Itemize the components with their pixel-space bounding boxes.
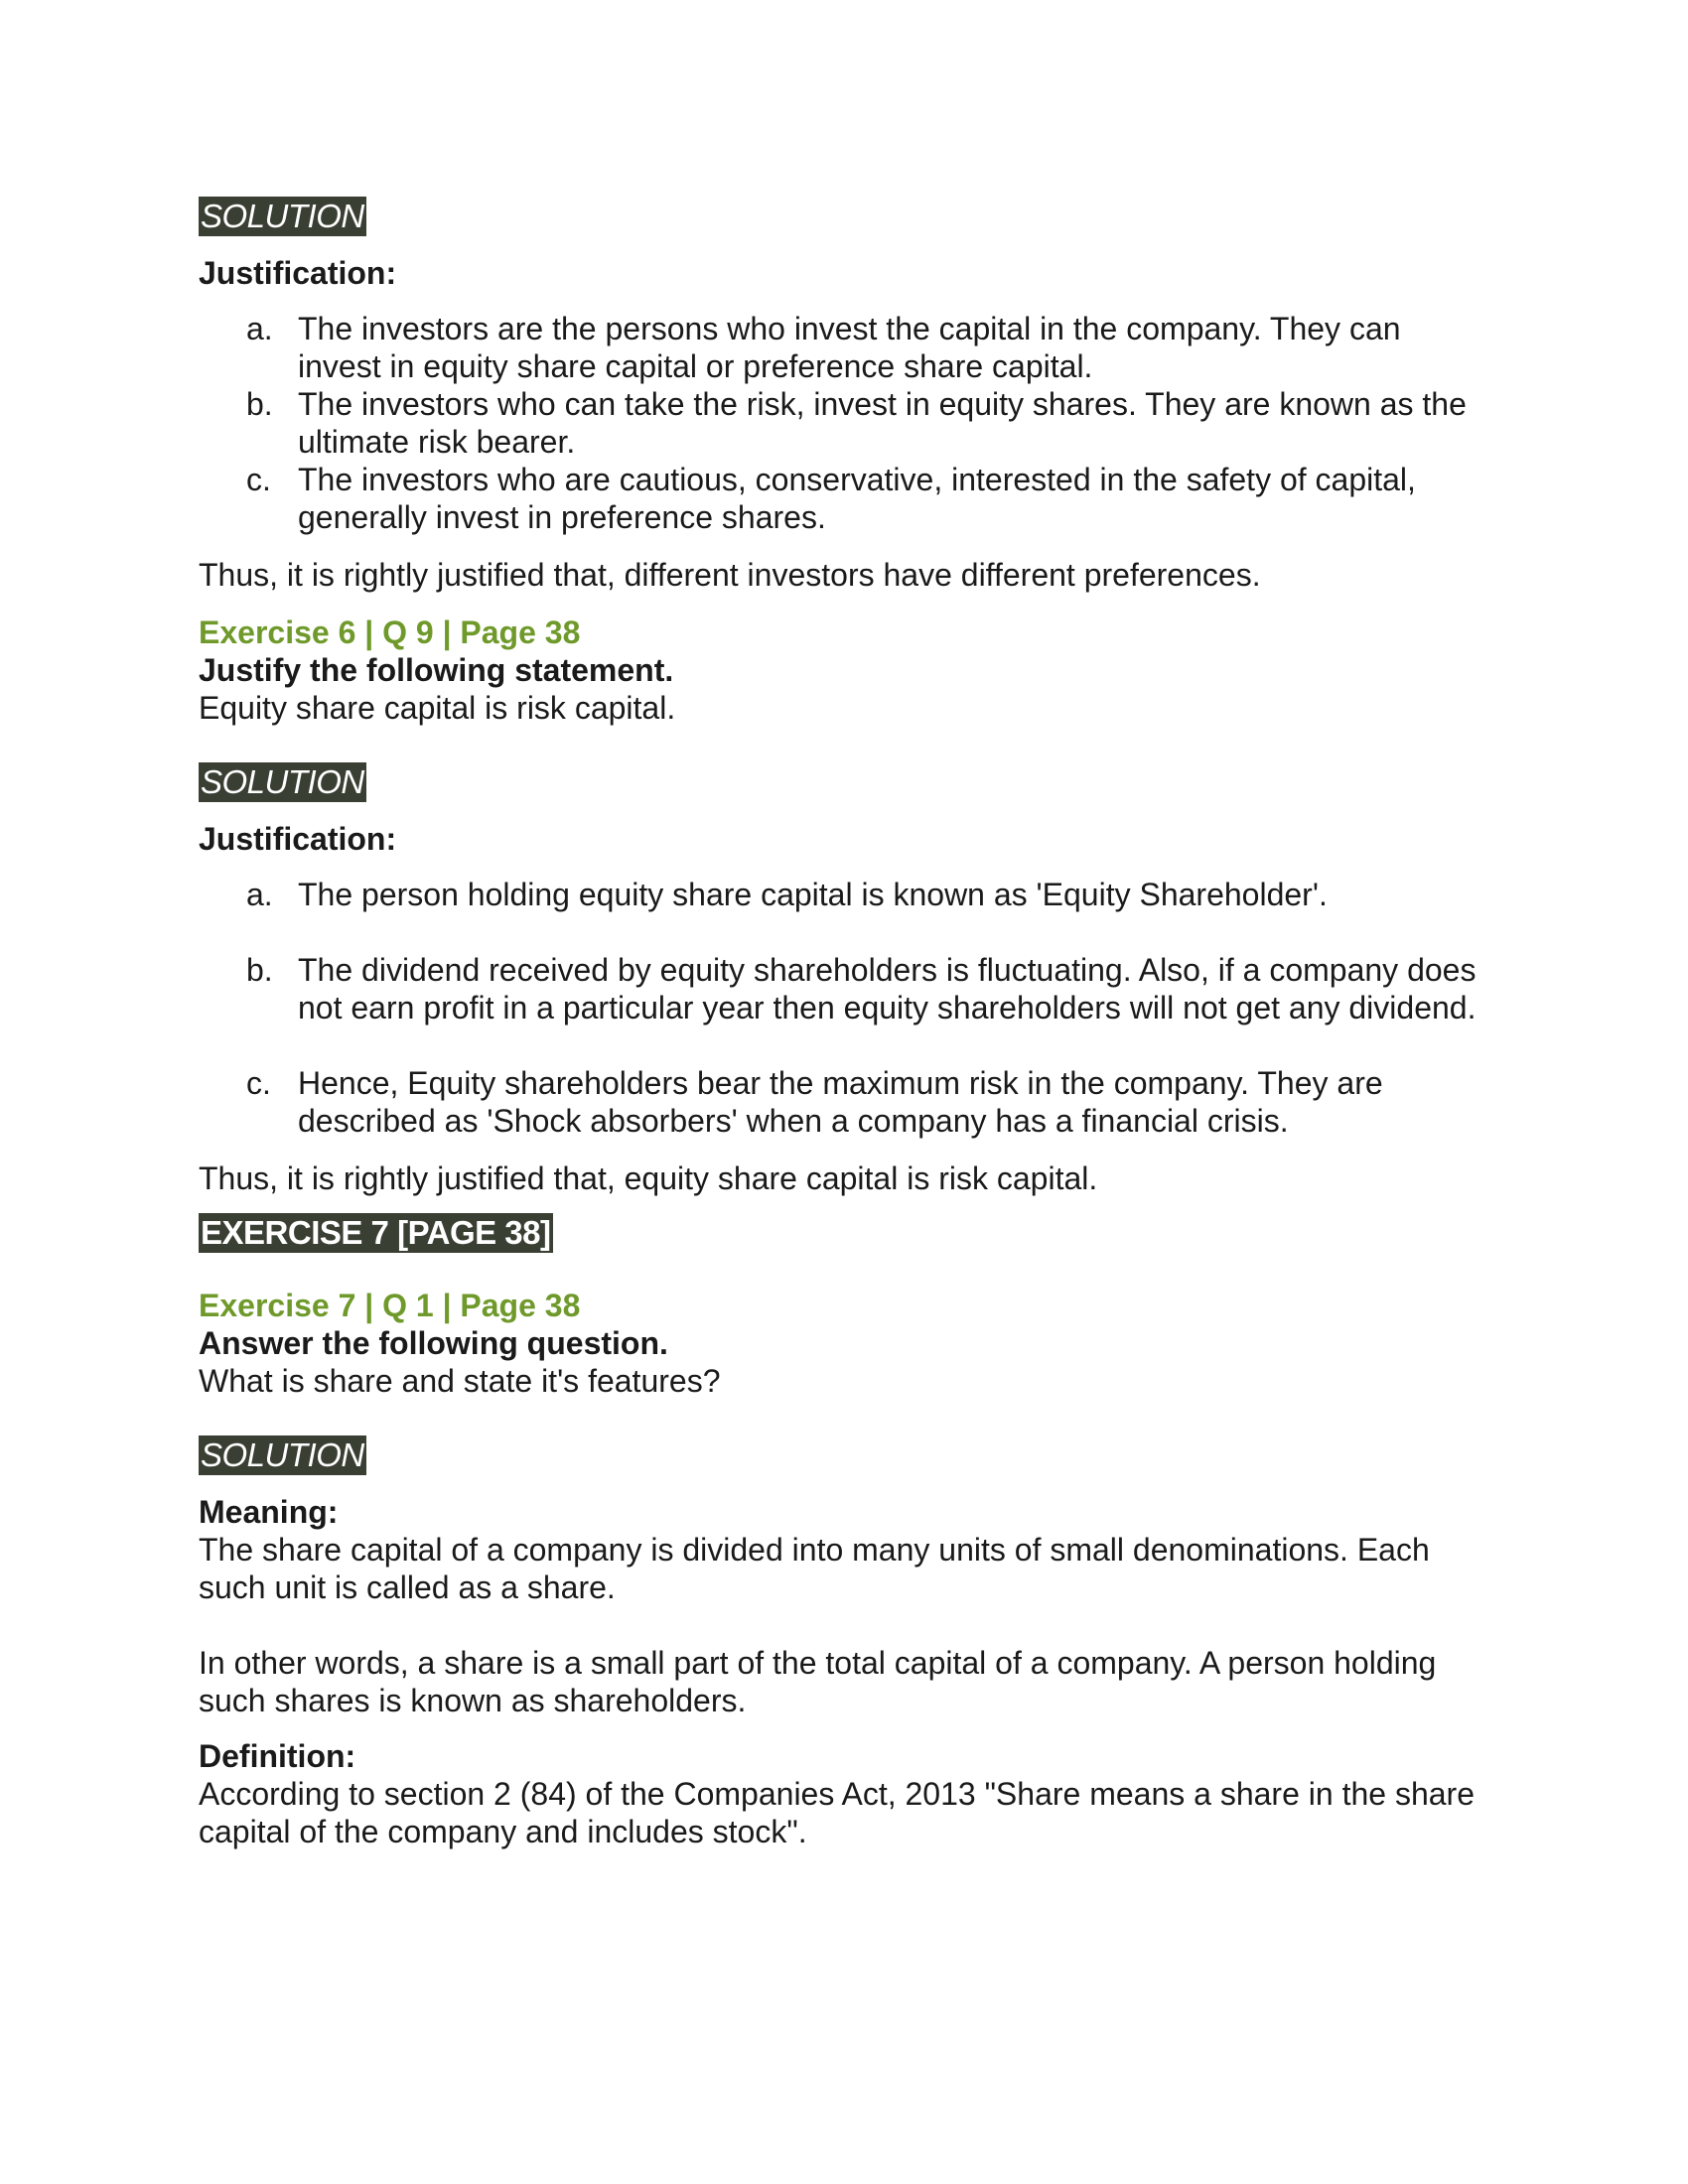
question-text: What is share and state it's features? (199, 1363, 721, 1399)
meaning-paragraph: The share capital of a company is divided into many units of small denominations. Each such unit is called as a share. (199, 1532, 1430, 1605)
question-block-2 (199, 1287, 1489, 1400)
list-marker: b. (246, 386, 273, 422)
list-item (199, 310, 1489, 385)
justification-heading: Justification: (199, 255, 397, 291)
exercise-reference-link[interactable]: Exercise 6 | Q 9 | Page 38 (199, 614, 581, 650)
justification-list (199, 876, 1489, 1140)
list-item (199, 876, 1489, 913)
list-marker: c. (246, 462, 271, 497)
solution-badge: SOLUTION (201, 763, 364, 800)
list-item (199, 461, 1489, 536)
solution-badge: SOLUTION (201, 198, 364, 234)
meaning-heading: Meaning: (199, 1494, 339, 1530)
list-item-text: The person holding equity share capital is known as 'Equity Shareholder'. (298, 877, 1328, 912)
solution-block-3 (199, 1435, 1489, 1850)
section-header (199, 1213, 1489, 1253)
list-item (199, 1064, 1489, 1140)
solution-block-1 (199, 197, 1489, 594)
list-item (199, 951, 1489, 1026)
list-marker: b. (246, 952, 273, 988)
definition-heading: Definition: (199, 1738, 356, 1774)
document-page (199, 197, 1489, 1850)
question-text: Equity share capital is risk capital. (199, 690, 676, 726)
list-item-text: The investors are the persons who invest the capital in the company. They can invest in equity share capital or preference share capital. (298, 311, 1401, 384)
question-title: Justify the following statement. (199, 652, 674, 688)
solution-badge: SOLUTION (201, 1436, 364, 1473)
conclusion-text: Thus, it is rightly justified that, different investors have different preferences. (199, 557, 1261, 593)
list-item-text: The dividend received by equity shareholders is fluctuating. Also, if a company does not earn profit in a particular year then equity shareholders will not get any dividend. (298, 952, 1477, 1025)
solution-block-2 (199, 762, 1489, 1197)
exercise-reference-link[interactable]: Exercise 7 | Q 1 | Page 38 (199, 1288, 581, 1323)
conclusion-text: Thus, it is rightly justified that, equity share capital is risk capital. (199, 1160, 1098, 1196)
list-item (199, 385, 1489, 461)
meaning-paragraph: In other words, a share is a small part of the total capital of a company. A person holding such shares is known as shareholders. (199, 1645, 1437, 1718)
list-marker: c. (246, 1065, 271, 1101)
list-item-text: Hence, Equity shareholders bear the maximum risk in the company. They are described as 'Shock absorbers' when a company has a financial crisis. (298, 1065, 1383, 1139)
exercise-section-badge: EXERCISE 7 [PAGE 38] (201, 1214, 551, 1251)
justification-heading: Justification: (199, 821, 397, 857)
list-marker: a. (246, 877, 273, 912)
list-marker: a. (246, 311, 273, 346)
definition-text: According to section 2 (84) of the Companies Act, 2013 "Share means a share in the share capital of the company and includes stock". (199, 1776, 1475, 1849)
list-item-text: The investors who can take the risk, invest in equity shares. They are known as the ultimate risk bearer. (298, 386, 1467, 460)
question-block-1 (199, 614, 1489, 727)
justification-list (199, 310, 1489, 536)
question-title: Answer the following question. (199, 1325, 668, 1361)
list-item-text: The investors who are cautious, conservative, interested in the safety of capital, generally invest in preference shares. (298, 462, 1416, 535)
